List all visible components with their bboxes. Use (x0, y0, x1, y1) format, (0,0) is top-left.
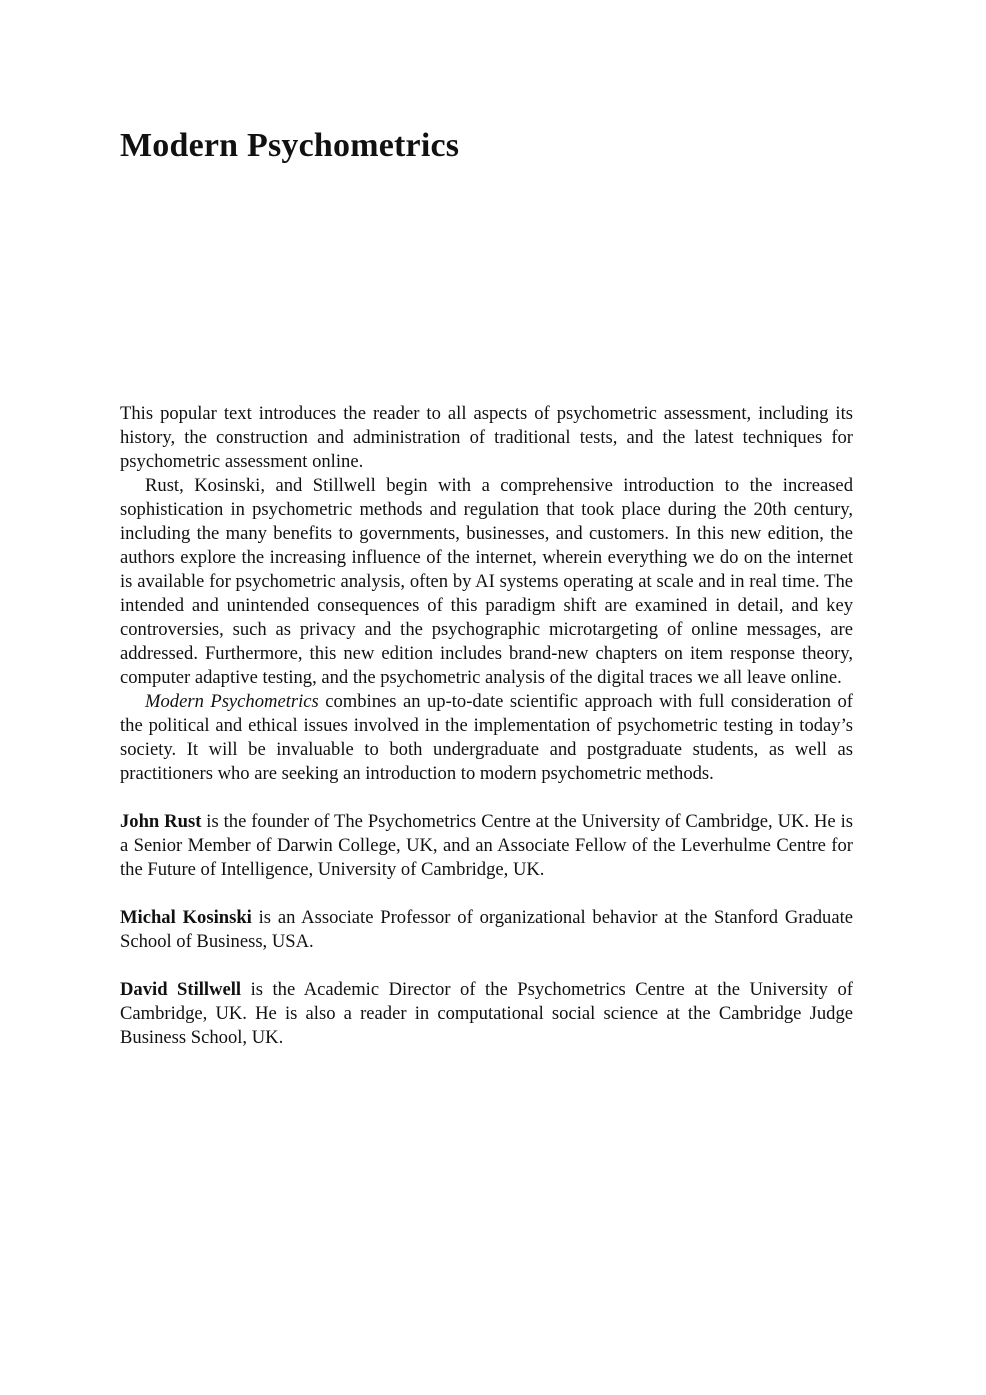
author-name: John Rust (120, 811, 202, 832)
book-title-italic: Modern Psychometrics (145, 691, 319, 712)
author-bio-john-rust (120, 810, 853, 882)
description-paragraph-1: This popular text introduces the reader to all aspects of psychometric assessment, including its history, the construction and administration of traditional tests, and the latest techniques for psychometric assessment online. (120, 403, 853, 472)
description-paragraph-3 (120, 690, 853, 786)
description-paragraph-2: Rust, Kosinski, and Stillwell begin with a comprehensive introduction to the increased sophistication in psychometric methods and regulation that took place during the 20th century, including the many benefits to governments, businesses, and customers. In this new edition, the authors explore the increasing influence of the internet, wherein everything we do on the internet is available for psychometric analysis, often by AI systems operating at scale and in real time. The intended and unintended consequences of this paradigm shift are examined in detail, and key controversies, such as privacy and the psychographic microtargeting of online messages, are addressed. Furthermore, this new edition includes brand-new chapters on item response theory, computer adaptive testing, and the psychometric analysis of the digital traces we all leave online. (120, 475, 853, 688)
author-bio-david-stillwell (120, 978, 853, 1050)
book-description (120, 402, 853, 1050)
author-name: Michal Kosinski (120, 907, 252, 928)
author-name: David Stillwell (120, 979, 242, 1000)
author-bio-text: is an Associate Professor of organizational behavior at the Stanford Graduate School of Business, USA. (120, 907, 853, 952)
description-paragraph-3-text: combines an up-to-date scientific approach with full consideration of the political and ethical issues involved in the implementation of psychometric testing in today’s society. It will be invaluable to both undergraduate and postgraduate students, as well as practitioners who are seeking an introduction to modern psychometric methods. (120, 691, 853, 784)
author-bio-michal-kosinski (120, 906, 853, 954)
author-bio-text: is the Academic Director of the Psychometrics Centre at the University of Cambridge, UK. He is also a reader in computational social science at the Cambridge Judge Business School, UK. (120, 979, 853, 1048)
author-bio-text: is the founder of The Psychometrics Centre at the University of Cambridge, UK. He is a Senior Member of Darwin College, UK, and an Associate Fellow of the Leverhulme Centre for the Future of Intelligence, University of Cambridge, UK. (120, 811, 853, 880)
book-title: Modern Psychometrics (120, 127, 460, 164)
